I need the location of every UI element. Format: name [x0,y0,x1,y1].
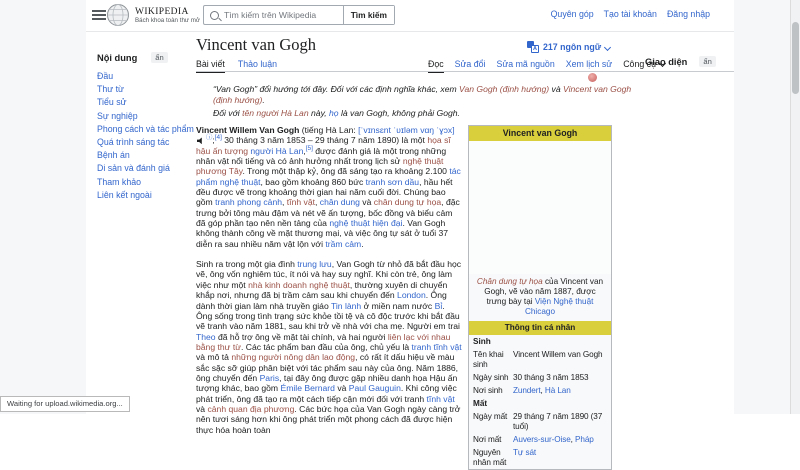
wiki-link[interactable]: họa sĩ hậu ấn tượng [196,135,451,156]
reference-marker[interactable]: ⓘ [206,134,213,142]
search-placeholder: Tìm kiếm trên Wikipedia [224,10,317,20]
wiki-link[interactable]: Chân dung tự họa [476,277,543,286]
wikipedia-wordmark: WIKIPEDIA [135,6,189,17]
appearance-title: Giao diện [645,56,688,67]
infobox-row-label: Tên khai sinh [473,349,504,369]
text-run: được đánh giá là một trong những nhân vật nổi tiếng và có ảnh hưởng nhất trong lịch sử [196,145,447,167]
toc-item-phong-cach[interactable]: Phong cách và tác phẩm [97,123,194,134]
toc-item-lien-ket[interactable]: Liên kết ngoài [97,189,152,200]
infobox-row-value [513,435,607,445]
text-run: . [361,238,364,249]
featured-article-icon [588,73,597,82]
text-run: . [262,94,265,105]
main-menu-icon[interactable] [92,10,106,20]
login-link[interactable]: Đăng nhập [666,9,710,19]
infobox-title: Vincent van Gogh [469,126,611,141]
wiki-link[interactable]: Hà Lan [544,385,571,395]
wiki-link[interactable]: tên người Hà Lan [242,108,309,119]
infobox-row-label: Ngày mất [473,411,508,421]
hatnote-dutch-name [213,108,637,119]
text-run: 30 tháng 3 năm 1853 [513,372,589,382]
language-icon [527,41,539,53]
toc-item-dau[interactable]: Đầu [97,71,114,81]
infobox-row [469,410,611,433]
tabs-divider [196,71,734,72]
text-run: ở miền nam nước [361,300,435,311]
infobox-row-label: Ngày sinh [473,372,509,382]
text-run: (tiếng Hà Lan: [299,125,359,135]
wiki-link[interactable]: nghệ thuật hiện đại [329,218,403,229]
infobox-group-birth: Sinh [473,337,491,346]
infobox-row [469,348,611,371]
languages-button[interactable] [527,41,610,53]
appearance-panel [645,56,716,67]
search-icon [210,11,219,20]
text-run: đã hỗ trợ ông về mặt tài chính, và hai người [215,331,388,342]
tools-menu[interactable]: Công cụ [623,59,665,73]
text-run: , bao gồm khoảng 860 bức [260,176,366,187]
text-run: , [314,197,320,208]
infobox-row-label: Nơi sinh [473,385,503,395]
wiki-link[interactable]: nhà kinh doanh nghệ thuật [248,279,350,290]
text-run: , [282,197,287,208]
infobox-row-value [513,373,607,383]
appearance-hide-button[interactable]: ẩn [699,56,715,67]
wiki-link[interactable]: Theo [196,331,216,342]
toc-item-thu-tu[interactable]: Thư từ [97,84,124,95]
toc-item-benh-an[interactable]: Bệnh án [97,150,130,161]
text-run: của Vincent van Gogh, vẽ vào năm 1887, được trưng bày tại [484,277,604,306]
text-run: . Ông sống trong tình trạng sức khỏe tồi tệ và cô độc trước khi bắt đầu vẽ tranh vào năm 1881, sau khi trở về nhà với cha mẹ. Người em trai [196,300,460,332]
tab-history[interactable]: Xem lịch sử [565,59,613,69]
text-run: và [549,84,563,94]
page-margin-left [0,0,86,414]
text-run: và [359,197,374,208]
tab-read[interactable]: Đọc [428,59,444,73]
text-run: . Các bức họa của Van Gogh ngày càng trở nên tươi sáng hơn khi ông phát triển một phong cách đã được hiện thực hóa hoàn toàn [196,403,461,435]
text-run: “Van Gogh” đổi hướng tới đây. Đối với các định nghĩa khác, xem [213,84,460,94]
create-account-link[interactable]: Tạo tài khoản [603,9,657,19]
toc-item-qua-trinh[interactable]: Quá trình sáng tác [97,137,170,148]
lead-paragraph-1 [196,125,462,249]
infobox-row-value [513,412,607,432]
reference-marker[interactable]: [4] [214,134,222,142]
wiki-link[interactable]: [ˈvɪnsɛnt ˈʋɪləm vɑŋ ˈɣɔx] [358,125,455,135]
wiki-link[interactable]: nghệ thuật phương Tây [196,156,444,177]
reference-marker[interactable]: [5] [305,144,313,152]
infobox-row-label: Nguyên nhân mất [473,447,507,467]
text-run: , [540,385,545,395]
text-run: . Van Gogh không thành công về mặt thương mại, và việc ông tự sát ở tuổi 37 diễn ra sau nhiều năm vật lộn với [196,218,449,249]
wiki-link[interactable]: tranh phong cảnh [215,197,283,208]
browser-status-bar: Waiting for upload.wikimedia.org... [0,396,130,412]
audio-icon[interactable] [197,137,205,144]
wiki-link[interactable]: họ [329,108,339,119]
tab-talk[interactable]: Thảo luận [237,59,277,69]
wiki-link[interactable]: người Hà Lan [250,145,304,156]
toc-title: Nội dung [97,52,138,63]
tab-article[interactable]: Bài viết [196,59,225,73]
infobox-row-value [513,386,607,396]
wiki-link[interactable]: Vincent van Gogh (định hướng) [213,84,632,105]
text-run: và mô tả [196,352,232,363]
text-run: , [303,145,306,156]
wiki-link[interactable]: tĩnh vật [286,197,315,208]
text-run: . Các tác phẩm ban đầu của ông, chủ yếu là [240,341,412,352]
text-run: , hầu hết đều được vẽ trong khoảng thời gian hai năm cuối đời. Chúng bao gồm [196,176,453,208]
toc-item-tham-khao[interactable]: Tham khảo [97,176,142,187]
user-links [551,9,710,19]
scrollbar[interactable] [790,0,800,414]
scrollbar-thumb[interactable] [792,22,799,94]
text-run: , thường xuyên di chuyển khắp nơi, nhưng đã bị trầm cảm sau khi chuyển đến [196,279,448,301]
wiki-link[interactable]: Pháp [575,434,594,444]
languages-label: 217 ngôn ngữ [543,42,602,52]
text-run: ; [212,135,215,146]
globe-icon [106,3,130,27]
toc-item-tieu-su[interactable]: Tiểu sử [97,97,127,108]
site-header [86,0,734,32]
infobox-group-death: Mất [473,399,488,408]
toc-item-di-san[interactable]: Di sản và đánh giá [97,163,170,174]
wiki-link[interactable]: Auvers-sur-Oise [513,434,571,444]
wiki-link[interactable]: Van Gogh (định hướng) [459,84,550,94]
wiki-link[interactable]: tranh tĩnh vật [411,341,462,352]
text-run: là van Gogh, không phải Gogh. [338,108,460,119]
text-run: và [334,383,349,394]
wiki-link[interactable]: chân dung [319,197,360,208]
infobox-caption [469,274,611,321]
infobox-row [469,446,611,469]
wiki-link[interactable]: Tự sát [513,447,537,457]
text-run: Vincent Willem van Gogh [513,349,603,359]
text-run: 29 tháng 7 năm 1890 (37 tuổi) [513,411,603,431]
infobox-row [469,433,611,446]
infobox [468,125,612,470]
wiki-link[interactable]: Paris [259,372,280,383]
donate-link[interactable]: Quyên góp [550,9,594,19]
wiki-link[interactable]: tranh sơn dầu [365,176,420,187]
tab-edit-source[interactable]: Sửa mã nguồn [496,59,555,69]
toc-hide-button[interactable]: ẩn [151,52,167,63]
text-run: Đối với [213,108,243,119]
infobox-image-placeholder[interactable] [469,141,611,274]
wiki-link[interactable]: trầm cảm [325,238,362,249]
text-run: , [570,434,576,444]
text-run: và [196,403,208,414]
text-run: . Khi công việc phát triển, ông đã tạo ra một cách tiếp cận mới đối với tranh [196,383,457,404]
hatnotes [213,84,637,122]
text-run: Sinh ra trong một gia đình [196,259,298,270]
infobox-row [469,371,611,384]
infobox-row [469,384,611,397]
text-run: , có rất ít dấu hiệu về màu sắc sặc sỡ giúp phân biệt với tác phẩm sau này của ông. Năm 1886, ông chuyển đến [196,352,459,383]
wiki-link[interactable]: Bỉ [434,300,443,311]
toc-item-su-nghiep[interactable]: Sự nghiệp [97,110,138,121]
text-run: 30 tháng 3 năm 1853 – 29 tháng 7 năm 1890) là một [221,135,428,146]
search-bar[interactable] [203,5,395,25]
wiki-link[interactable]: London [397,290,426,301]
infobox-personal-header: Thông tin cá nhân [469,321,611,335]
wiki-link[interactable]: Viện Nghệ thuật Chicago [524,297,594,316]
lead-paragraph-2 [196,259,462,435]
wiki-link[interactable]: chân dung tự họa [373,197,442,208]
wiki-link[interactable]: Tin lành [330,300,362,311]
wiki-link[interactable]: cảnh quan địa phương [207,403,295,414]
wiki-link[interactable]: Paul Gauguin [348,383,401,394]
wiki-link[interactable]: liên lạc với nhau bằng thư từ [196,331,451,352]
text-run: . Ông dành thời gian làm nhà truyền giáo [196,290,447,311]
chevron-down-icon [604,43,611,50]
tab-edit[interactable]: Sửa đổi [454,59,486,69]
infobox-row-value [513,448,607,468]
text-run: này, [308,108,330,119]
wikipedia-logo[interactable] [106,3,200,27]
infobox-row-label: Nơi mất [473,434,502,444]
search-input[interactable] [204,6,343,24]
text-run: , đặc trưng bởi tông màu đậm và nét vẽ ấn tượng, bốc đồng và biểu cảm đã góp phần tạo nên nền tảng của [196,197,460,229]
text-run: , tại đây ông được gặp nhiều danh họa Hậu ấn tượng khác, bao gồm [196,372,458,394]
text-run: , Van Gogh từ nhỏ đã bắt đầu học vẽ, ông vốn nghiêm túc, ít nói và hay suy nghĩ. Khi còn trẻ, ông làm việc như một [196,259,462,290]
wiki-link[interactable]: tĩnh vật [426,393,455,404]
search-button[interactable]: Tìm kiếm [343,6,394,24]
article-body [196,125,462,445]
page-title: Vincent van Gogh [196,35,316,54]
wiki-link[interactable]: tác phẩm nghệ thuật [196,166,461,187]
text-run: Vincent Willem Van Gogh [196,125,300,135]
infobox-row-value [513,350,607,370]
wiki-link[interactable]: trung lưu [297,259,332,270]
wiki-link[interactable]: Émile Bernard [280,383,335,394]
text-run: . Trong một thập kỷ, ông đã sáng tạo ra khoảng 2.100 [242,166,450,177]
toc-sidebar [97,52,193,202]
wikipedia-tagline: Bách khoa toàn thư mở [135,16,200,24]
wiki-link[interactable]: những người nông dân lao động [231,352,356,363]
hatnote-disambiguation [213,84,637,105]
wiki-link[interactable]: Zundert [513,385,541,395]
